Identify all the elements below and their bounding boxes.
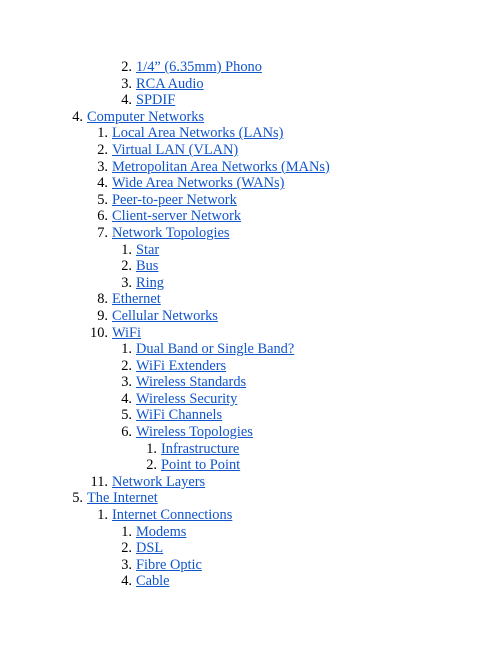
toc-entry-link[interactable]: Local Area Networks (LANs) xyxy=(112,125,284,142)
toc-entry xyxy=(0,59,500,76)
toc-entry xyxy=(0,457,500,474)
toc-entry-number: 3. xyxy=(97,158,108,175)
toc-entry xyxy=(0,524,500,541)
toc-entry-link[interactable]: Bus xyxy=(136,258,159,275)
toc-entry xyxy=(0,325,500,342)
toc-entry-number: 5. xyxy=(72,490,83,507)
toc-entry-number: 2. xyxy=(121,258,132,275)
toc-entry-number: 8. xyxy=(97,291,108,308)
toc-entry-link[interactable]: SPDIF xyxy=(136,92,176,109)
toc-entry-link[interactable]: Star xyxy=(136,241,160,258)
toc-entry xyxy=(0,76,500,93)
toc-entry-link[interactable]: Ethernet xyxy=(112,291,161,308)
toc-entry-number: 1. xyxy=(121,241,132,258)
toc-entry-link[interactable]: Wireless Standards xyxy=(136,374,247,391)
toc-entry-number: 5. xyxy=(97,191,108,208)
toc-entry-number: 4. xyxy=(97,175,108,192)
toc-entry-link[interactable]: WiFi Channels xyxy=(136,407,223,424)
toc-entry xyxy=(0,391,500,408)
toc-entry-number: 1. xyxy=(121,523,132,540)
toc-entry-link[interactable]: Peer-to-peer Network xyxy=(112,191,237,208)
toc-entry-number: 4. xyxy=(121,573,132,590)
toc-entry-link[interactable]: RCA Audio xyxy=(136,75,204,92)
toc-entry-link[interactable]: Ring xyxy=(136,274,164,291)
toc-entry-number: 2. xyxy=(121,357,132,374)
toc-entry xyxy=(0,142,500,159)
toc-entry xyxy=(0,258,500,275)
toc-entry-number: 9. xyxy=(97,307,108,324)
toc-entry-number: 3. xyxy=(121,556,132,573)
toc-entry xyxy=(0,341,500,358)
toc-entry-link[interactable]: Network Layers xyxy=(112,473,206,490)
toc-entry xyxy=(0,125,500,142)
toc-entry xyxy=(0,441,500,458)
toc-entry xyxy=(0,208,500,225)
toc-entry-number: 2. xyxy=(146,457,157,474)
toc-entry-link[interactable]: Cable xyxy=(136,573,170,590)
toc-entry-link[interactable]: The Internet xyxy=(87,490,158,507)
toc-entry-link[interactable]: Client-server Network xyxy=(112,208,242,225)
toc-entry xyxy=(0,242,500,259)
toc-entry xyxy=(0,109,500,126)
toc-entry-number: 2. xyxy=(97,141,108,158)
toc-entry xyxy=(0,540,500,557)
toc-entry-number: 2. xyxy=(121,59,132,75)
toc-entry-link[interactable]: Wireless Topologies xyxy=(136,424,253,441)
toc-entry-number: 3. xyxy=(121,75,132,92)
toc-entry-link[interactable]: DSL xyxy=(136,540,164,557)
toc-entry-link[interactable]: WiFi xyxy=(112,324,142,341)
toc-entry-link[interactable]: Dual Band or Single Band? xyxy=(136,341,295,358)
toc-entry xyxy=(0,474,500,491)
toc-entry-number: 3. xyxy=(121,374,132,391)
toc-entry xyxy=(0,225,500,242)
toc-entry-link[interactable]: Wireless Security xyxy=(136,390,238,407)
toc-entry xyxy=(0,573,500,590)
toc-entry xyxy=(0,407,500,424)
toc-entry xyxy=(0,275,500,292)
toc-entry-link[interactable]: Infrastructure xyxy=(161,440,240,457)
toc-entry-link[interactable]: WiFi Extenders xyxy=(136,357,227,374)
toc-entry xyxy=(0,92,500,109)
toc-entry-link[interactable]: Virtual LAN (VLAN) xyxy=(112,141,239,158)
toc-entry-number: 10. xyxy=(90,324,108,341)
toc-entry-link[interactable]: 1/4” (6.35mm) Phono xyxy=(136,59,262,75)
toc-entry-link[interactable]: Network Topologies xyxy=(112,224,230,241)
toc-entry-link[interactable]: Wide Area Networks (WANs) xyxy=(112,175,285,192)
toc-entry xyxy=(0,424,500,441)
toc-entry xyxy=(0,507,500,524)
table-of-contents xyxy=(0,59,500,590)
toc-entry-number: 7. xyxy=(97,224,108,241)
toc-entry-link[interactable]: Metropolitan Area Networks (MANs) xyxy=(112,158,330,175)
toc-entry xyxy=(0,358,500,375)
toc-entry-number: 4. xyxy=(121,390,132,407)
toc-entry-number: 1. xyxy=(97,125,108,142)
toc-entry-link[interactable]: Fibre Optic xyxy=(136,556,202,573)
toc-entry xyxy=(0,557,500,574)
toc-entry-number: 2. xyxy=(121,540,132,557)
toc-entry-number: 5. xyxy=(121,407,132,424)
toc-entry-number: 6. xyxy=(97,208,108,225)
toc-entry-number: 1. xyxy=(146,440,157,457)
toc-entry xyxy=(0,159,500,176)
toc-entry-link[interactable]: Cellular Networks xyxy=(112,307,218,324)
toc-entry xyxy=(0,192,500,209)
toc-entry-number: 1. xyxy=(121,341,132,358)
toc-entry-number: 3. xyxy=(121,274,132,291)
toc-entry xyxy=(0,490,500,507)
toc-entry-number: 4. xyxy=(72,108,83,125)
toc-entry-number: 1. xyxy=(97,507,108,524)
toc-entry xyxy=(0,291,500,308)
toc-entry-link[interactable]: Modems xyxy=(136,523,187,540)
toc-entry xyxy=(0,374,500,391)
toc-entry-number: 6. xyxy=(121,424,132,441)
toc-entry-number: 11. xyxy=(90,473,108,490)
toc-entry-link[interactable]: Computer Networks xyxy=(87,108,205,125)
toc-entry xyxy=(0,175,500,192)
toc-entry-link[interactable]: Internet Connections xyxy=(112,507,233,524)
toc-entry-link[interactable]: Point to Point xyxy=(161,457,241,474)
toc-entry xyxy=(0,308,500,325)
toc-entry-number: 4. xyxy=(121,92,132,109)
